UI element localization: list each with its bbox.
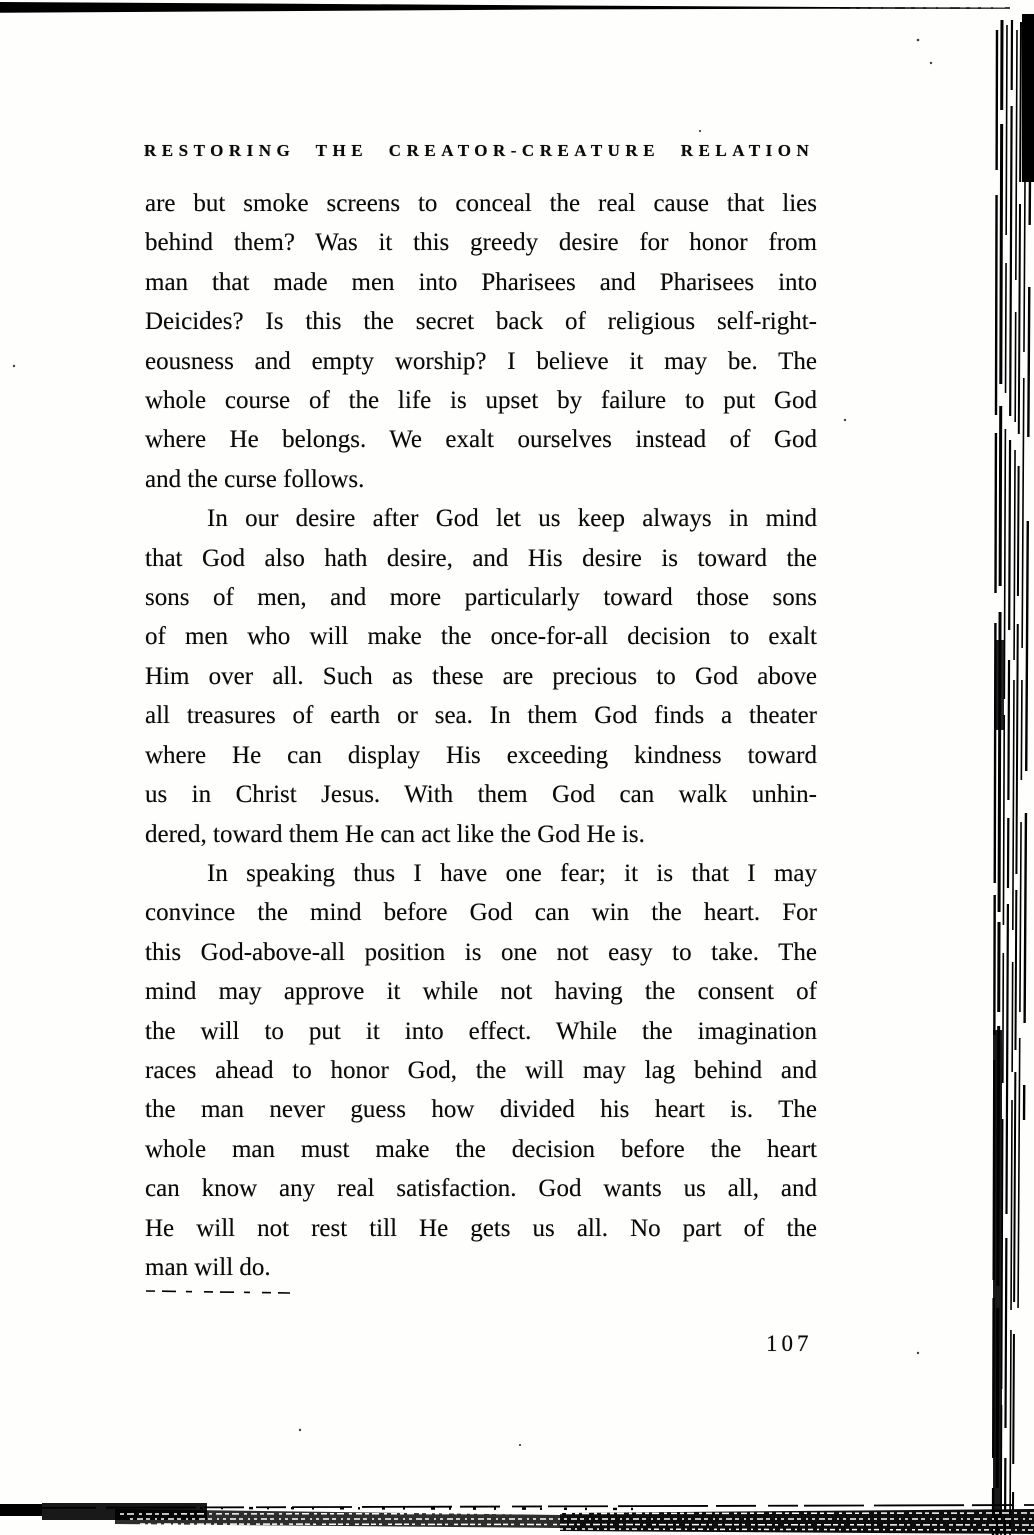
text-line: this God-above-all position is one not easy to take. The — [145, 938, 817, 966]
text-line: where He belongs. We exalt ourselves instead of God — [145, 426, 817, 454]
text-line: man that made men into Pharisees and Pharisees into — [145, 268, 817, 296]
text-line: behind them? Was it this greedy desire for honor from — [145, 229, 817, 257]
text-line: In our desire after God let us keep always in mind — [207, 505, 817, 533]
text-line: the man never guess how divided his heart is. The — [145, 1096, 817, 1124]
scan-artifact-top-edge — [0, 2, 1005, 13]
text-line: Him over all. Such as these are precious to God above — [145, 662, 817, 690]
text-line: eousness and empty worship? I believe it may be. The — [145, 347, 817, 375]
running-header: RESTORING THE CREATOR-CREATURE RELATION — [144, 141, 815, 160]
text-line: of men who will make the once-for-all decision to exalt — [145, 623, 817, 651]
text-line: all treasures of earth or sea. In them God finds a theater — [145, 702, 817, 730]
text-line: and the curse follows. — [145, 465, 365, 493]
text-line: are but smoke screens to conceal the real cause that lies — [145, 190, 817, 217]
page-edge-dark-cluster-mid — [995, 640, 1004, 730]
text-line: sons of men, and more particularly toward those sons — [145, 584, 817, 612]
page-edge-streaks — [993, 15, 1031, 1535]
text-line: In speaking thus I have one fear; it is that I may — [207, 859, 817, 887]
scan-artifact-underline — [146, 1291, 290, 1293]
text-line: the will to put it into effect. While the imagination — [145, 1017, 817, 1045]
page-text — [145, 184, 817, 1287]
page-edge-dark-cluster-bottom — [993, 1030, 1002, 1520]
text-line: whole course of the life is upset by failure to put God — [145, 387, 817, 415]
page-edge-dark-band-top — [1022, 14, 1034, 182]
text-line: convince the mind before God can win the heart. For — [145, 899, 817, 927]
text-line: dered, toward them He can act like the God He is. — [145, 820, 645, 848]
page-number: 107 — [766, 1331, 813, 1356]
text-line: races ahead to honor God, the will may lag behind and — [145, 1056, 817, 1084]
scan-artifact-bottom-band — [0, 1503, 1034, 1534]
text-line: whole man must make the decision before the heart — [145, 1135, 817, 1163]
text-line: can know any real satisfaction. God wants us all, and — [145, 1175, 817, 1203]
text-line: where He can display His exceeding kindness toward — [145, 741, 817, 769]
text-line: that God also hath desire, and His desire is toward the — [145, 544, 817, 572]
text-line: us in Christ Jesus. With them God can walk unhin- — [145, 781, 817, 809]
text-line: Deicides? Is this the secret back of religious self-right- — [145, 308, 817, 336]
text-line: man will do. — [145, 1253, 271, 1281]
text-line: mind may approve it while not having the consent of — [145, 978, 817, 1006]
text-line: He will not rest till He gets us all. No part of the — [145, 1214, 817, 1242]
